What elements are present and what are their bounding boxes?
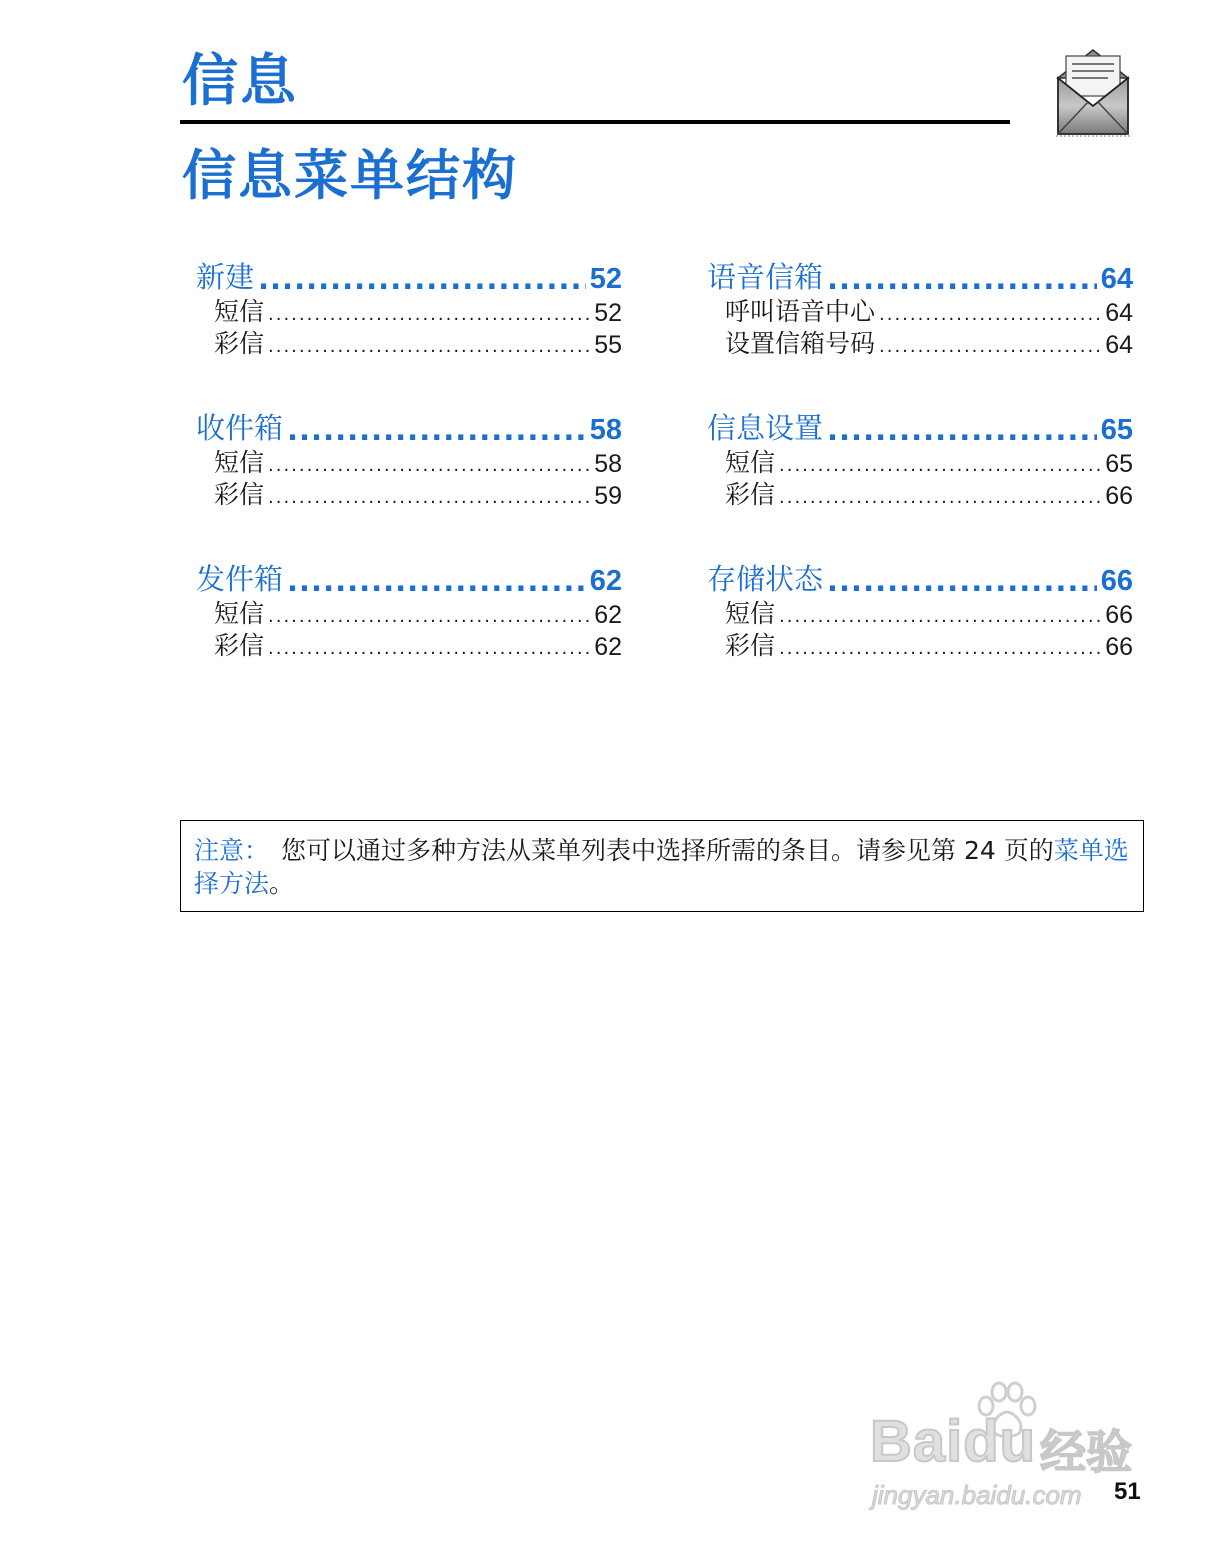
toc-subentry-label: 短信 [725, 599, 776, 628]
note-link[interactable]: 菜单选择方法 [194, 836, 1129, 898]
leader-dots [779, 636, 1101, 662]
toc-subentry-page: 64 [1105, 331, 1133, 359]
toc-subentry-label: 呼叫语音中心 [725, 297, 876, 326]
toc-subentry-page: 59 [594, 482, 622, 510]
toc-entry-title: 发件箱 [196, 562, 284, 596]
toc-subentry-page: 66 [1105, 482, 1133, 510]
toc-entry[interactable] [707, 403, 1133, 447]
watermark-url: jingyan.baidu.com [872, 1480, 1082, 1510]
toc-group-storage [707, 554, 1133, 705]
toc-subentry[interactable] [196, 630, 622, 662]
toc-entry-page: 58 [589, 414, 622, 446]
toc-group-settings [707, 403, 1133, 554]
toc-subentry-page: 65 [1105, 450, 1133, 478]
leader-dots [268, 604, 590, 630]
toc-subentry-label: 彩信 [214, 631, 265, 660]
chapter-title: 信息 [182, 49, 298, 114]
toc-entry[interactable] [707, 554, 1133, 598]
note-text-end: 。 [269, 869, 295, 898]
toc-group-new [196, 252, 622, 403]
toc-left-column [196, 252, 622, 705]
note-text: 您可以通过多种方法从菜单列表中选择所需的条目。请参见第 24 页的 [281, 836, 1054, 865]
toc-group-voicemail [707, 252, 1133, 403]
toc-subentry-page: 58 [594, 450, 622, 478]
section-title: 信息菜单结构 [182, 144, 518, 207]
leader-dots [287, 564, 586, 598]
toc-subentry[interactable] [707, 630, 1133, 662]
toc-entry-page: 66 [1100, 565, 1133, 597]
toc-subentry-page: 64 [1105, 299, 1133, 327]
toc-entry[interactable] [196, 252, 622, 296]
watermark-brand: Baidu [870, 1409, 1037, 1474]
toc-right-column [707, 252, 1133, 705]
toc-entry-page: 64 [1100, 263, 1133, 295]
leader-dots [258, 262, 586, 296]
toc-subentry-page: 62 [594, 633, 622, 661]
toc-entry-page: 65 [1100, 414, 1133, 446]
toc-subentry-label: 彩信 [214, 480, 265, 509]
toc-subentry[interactable] [707, 479, 1133, 511]
toc-subentry-page: 66 [1105, 601, 1133, 629]
watermark-brand-cn: 经验 [1040, 1425, 1132, 1479]
toc-entry-title: 新建 [196, 260, 255, 294]
toc-entry-title: 收件箱 [196, 411, 284, 445]
page-number: 51 [1114, 1478, 1141, 1505]
toc-entry[interactable] [196, 554, 622, 598]
leader-dots [779, 453, 1101, 479]
leader-dots [268, 453, 590, 479]
leader-dots [827, 564, 1097, 598]
title-rule [180, 120, 1010, 124]
toc-subentry-page: 52 [594, 299, 622, 327]
toc-entry[interactable] [707, 252, 1133, 296]
toc-group-inbox [196, 403, 622, 554]
leader-dots [268, 485, 590, 511]
toc-subentry-page: 66 [1105, 633, 1133, 661]
leader-dots [879, 302, 1101, 328]
toc-subentry-page: 62 [594, 601, 622, 629]
toc-subentry-label: 短信 [214, 297, 265, 326]
toc-subentry-label: 设置信箱号码 [725, 329, 876, 358]
leader-dots [779, 485, 1101, 511]
toc-entry-page: 62 [589, 565, 622, 597]
envelope-icon [1052, 44, 1134, 138]
leader-dots [779, 604, 1101, 630]
toc-subentry-label: 彩信 [214, 329, 265, 358]
toc-entry-title: 存储状态 [707, 562, 824, 596]
leader-dots [268, 334, 590, 360]
toc-subentry[interactable] [196, 479, 622, 511]
leader-dots [287, 413, 586, 447]
toc-subentry-label: 短信 [214, 599, 265, 628]
leader-dots [827, 413, 1097, 447]
leader-dots [268, 302, 590, 328]
toc-entry[interactable] [196, 403, 622, 447]
toc-subentry[interactable] [196, 328, 622, 360]
toc-subentry[interactable] [707, 328, 1133, 360]
toc-subentry-page: 55 [594, 331, 622, 359]
toc-subentry-label: 短信 [725, 448, 776, 477]
toc-subentry-label: 短信 [214, 448, 265, 477]
leader-dots [268, 636, 590, 662]
note-box [180, 820, 1144, 912]
toc-entry-page: 52 [589, 263, 622, 295]
toc-entry-title: 信息设置 [707, 411, 824, 445]
toc-entry-title: 语音信箱 [707, 260, 824, 294]
toc-group-outbox [196, 554, 622, 705]
leader-dots [879, 334, 1101, 360]
leader-dots [827, 262, 1097, 296]
toc-subentry-label: 彩信 [725, 631, 776, 660]
baidu-watermark [862, 1380, 1152, 1510]
note-label: 注意： [194, 836, 270, 865]
toc-subentry-label: 彩信 [725, 480, 776, 509]
